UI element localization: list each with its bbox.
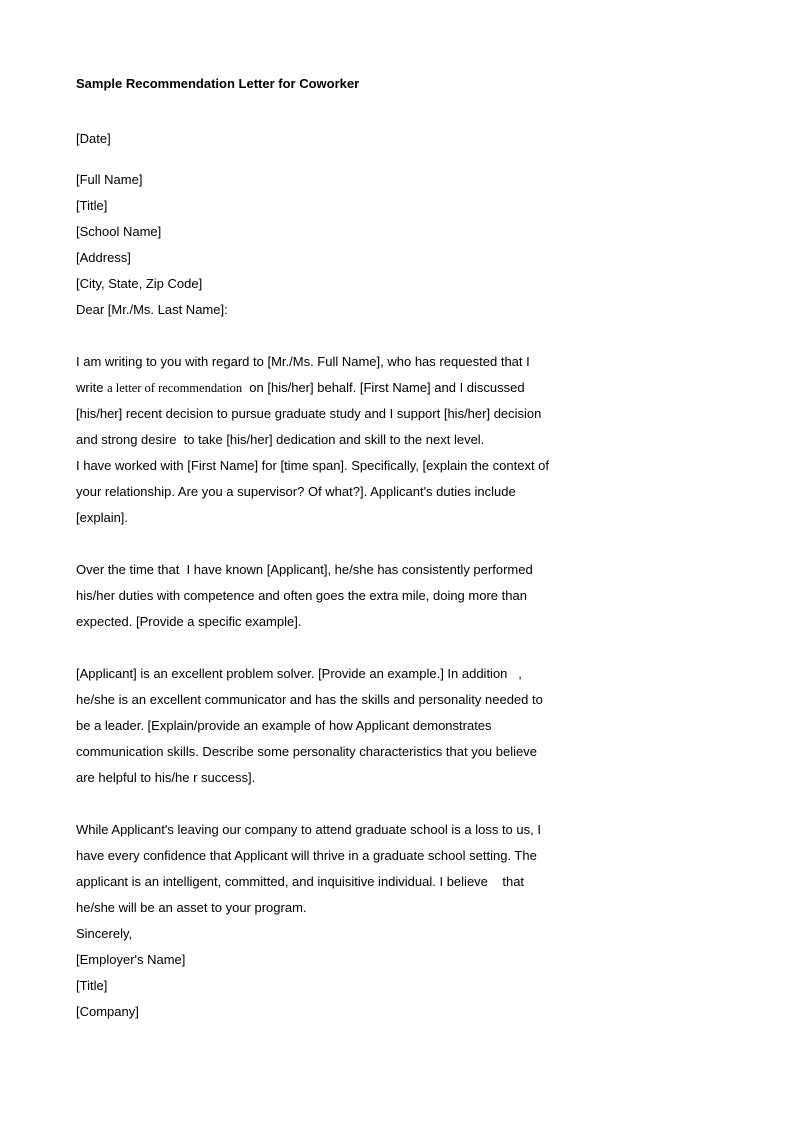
paragraph-5-line-4: he/she will be an asset to your program. <box>76 900 307 915</box>
document-title: Sample Recommendation Letter for Coworker <box>76 76 360 91</box>
recipient-title: [Title] <box>76 198 108 213</box>
paragraph-1-line-3: [his/her] recent decision to pursue graduate study and I support [his/her] decision <box>76 406 542 421</box>
paragraph-1-line-2 <box>76 380 525 396</box>
recipient-full-name: [Full Name] <box>76 172 143 187</box>
paragraph-1-line-4: and strong desire to take [his/her] dedication and skill to the next level. <box>76 432 485 447</box>
paragraph-3-line-3: expected. [Provide a specific example]. <box>76 614 302 629</box>
paragraph-2-line-3: [explain]. <box>76 510 129 525</box>
recipient-city-state-zip: [City, State, Zip Code] <box>76 276 203 291</box>
paragraph-4-line-5: are helpful to his/he r success]. <box>76 770 256 785</box>
paragraph-4-line-1: [Applicant] is an excellent problem solver. [Provide an example.] In addition , <box>76 666 522 681</box>
closing: Sincerely, <box>76 926 133 941</box>
salutation: Dear [Mr./Ms. Last Name]: <box>76 302 228 317</box>
paragraph-1-line-2-end: on [his/her] behalf. [First Name] and I discussed <box>242 380 525 395</box>
recipient-address: [Address] <box>76 250 131 265</box>
recipient-school-name: [School Name] <box>76 224 162 239</box>
paragraph-4-line-3: be a leader. [Explain/provide an example of how Applicant demonstrates <box>76 718 492 733</box>
paragraph-3-line-1: Over the time that I have known [Applicant], he/she has consistently performed <box>76 562 533 577</box>
signature-title: [Title] <box>76 978 108 993</box>
paragraph-2-line-2: your relationship. Are you a supervisor? Of what?]. Applicant's duties include <box>76 484 516 499</box>
paragraph-1-line-1: I am writing to you with regard to [Mr./Ms. Full Name], who has requested that I <box>76 354 530 369</box>
paragraph-4-line-4: communication skills. Describe some personality characteristics that you believe <box>76 744 537 759</box>
paragraph-5-line-3: applicant is an intelligent, committed, and inquisitive individual. I believe that <box>76 874 525 889</box>
signature-employer-name: [Employer's Name] <box>76 952 186 967</box>
paragraph-5-line-1: While Applicant's leaving our company to attend graduate school is a loss to us, I <box>76 822 541 837</box>
paragraph-2-line-1: I have worked with [First Name] for [time span]. Specifically, [explain the context of <box>76 458 550 473</box>
paragraph-3-line-2: his/her duties with competence and often goes the extra mile, doing more than <box>76 588 527 603</box>
date-line: [Date] <box>76 131 111 146</box>
paragraph-4-line-2: he/she is an excellent communicator and has the skills and personality needed to <box>76 692 543 707</box>
signature-company: [Company] <box>76 1004 139 1019</box>
letter-of-recommendation-phrase: a letter of recommendation <box>107 381 243 395</box>
paragraph-1-line-2-start: write <box>76 380 108 395</box>
paragraph-5-line-2: have every confidence that Applicant will thrive in a graduate school setting. The <box>76 848 537 863</box>
